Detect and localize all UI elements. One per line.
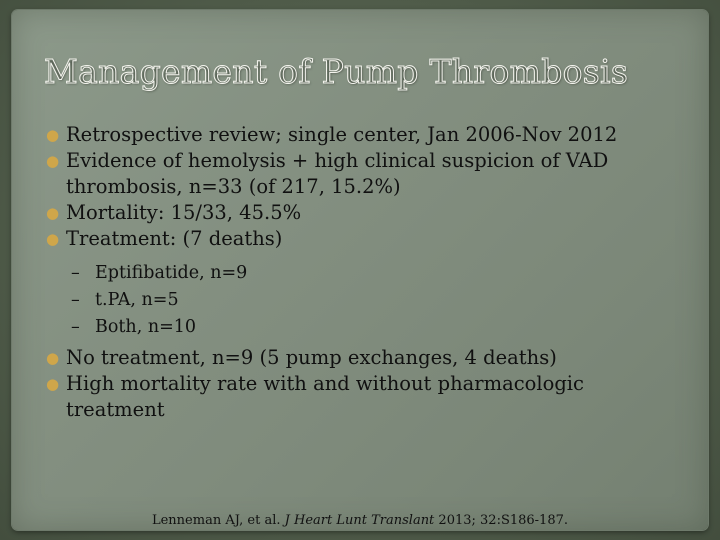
sub-bullet-item [44,260,684,287]
bullet-dot-icon: ● [46,349,60,367]
dash-icon: – [71,263,80,283]
bullet-dot-icon: ● [46,152,60,170]
bullet-item [44,122,684,148]
bullet-item [44,200,684,226]
bullet-text: Retrospective review; single center, Jan 2006-Nov 2012 [66,123,618,146]
bullet-item [44,371,684,423]
citation-details: 2013; 32:S186-187. [434,513,569,528]
slide-title: Management of Pump Thrombosis [44,52,629,91]
sub-bullet-text: Both, n=10 [95,317,197,337]
bullet-text: Evidence of hemolysis + high clinical suspicion of VAD thrombosis, n=33 (of 217, 15.2%) [66,149,609,198]
dash-icon: – [71,317,80,337]
bullet-text: Mortality: 15/33, 45.5% [66,201,302,224]
dash-icon: – [71,290,80,310]
citation-journal: J Heart Lunt Translant [284,513,435,528]
bullet-dot-icon: ● [46,230,60,248]
sub-bullet-text: t.PA, n=5 [95,290,179,310]
slide-body [44,122,684,423]
bullet-item [44,148,684,200]
citation [0,513,720,528]
bullet-dot-icon: ● [46,204,60,222]
citation-authors: Lenneman AJ, et al. [151,513,285,528]
sub-bullet-text: Eptifibatide, n=9 [95,263,248,283]
sub-bullet-item [44,314,684,341]
bullet-text: Treatment: (7 deaths) [66,227,283,250]
bullet-text: High mortality rate with and without pharmacologic treatment [66,372,584,421]
bullet-dot-icon: ● [46,375,60,393]
bullet-dot-icon: ● [46,126,60,144]
bullet-item [44,226,684,252]
bullet-item [44,345,684,371]
sub-bullet-item [44,287,684,314]
bullet-text: No treatment, n=9 (5 pump exchanges, 4 deaths) [66,346,557,369]
